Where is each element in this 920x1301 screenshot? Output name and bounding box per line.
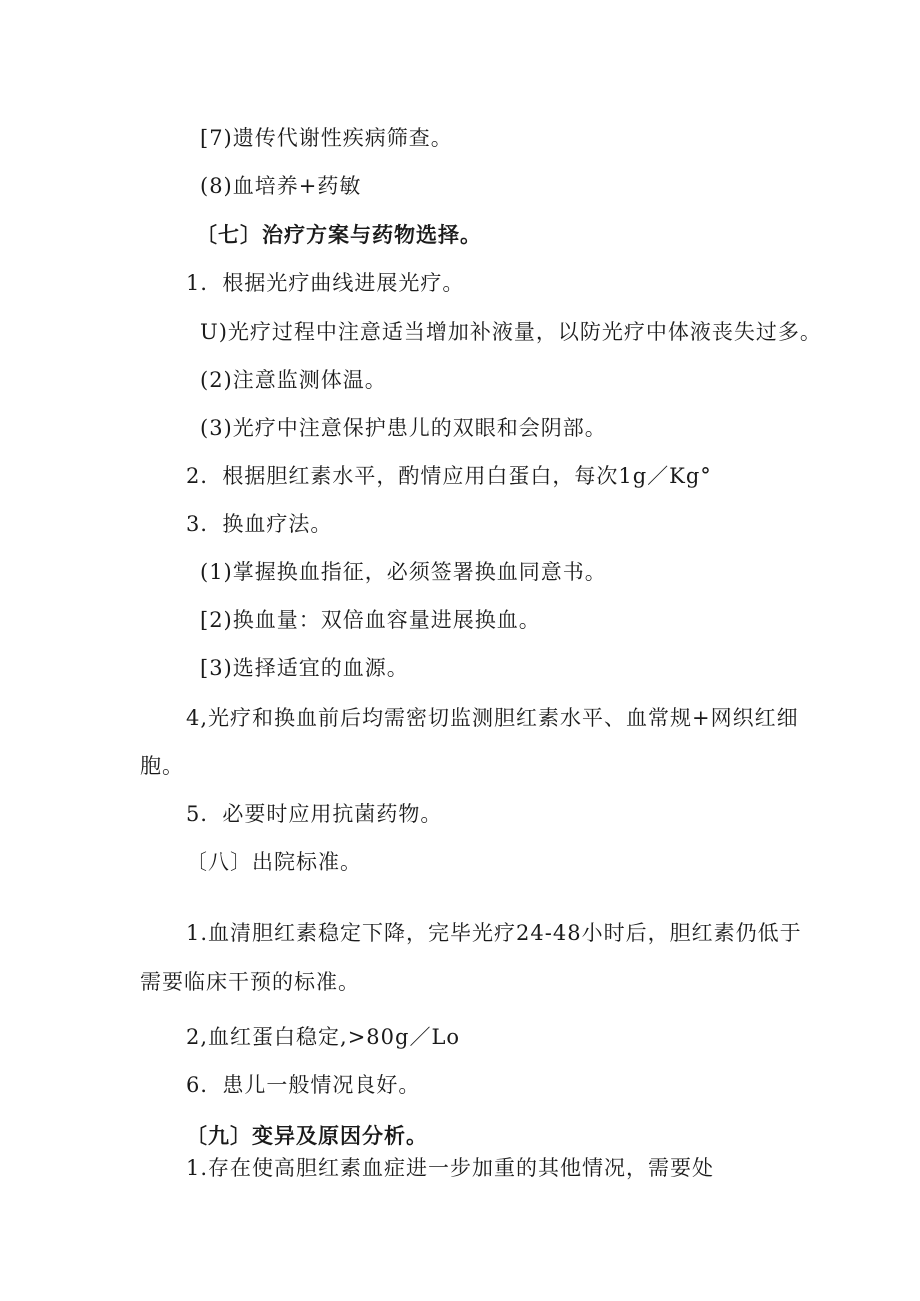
list-item-indications: (1)掌握换血指征，必须签署换血同意书。 (200, 560, 607, 584)
list-item-bilirubin-decline: 1.血清胆红素稳定下降，完毕光疗24-48小时后，胆红素仍低于 (186, 921, 802, 945)
list-item-eye-protection: (3)光疗中注意保护患儿的双眼和会阴部。 (200, 416, 607, 440)
list-item-bilirubin-decline-continued: 需要临床干预的标准。 (140, 970, 360, 994)
list-item-monitoring-continued: 胞。 (140, 754, 184, 778)
section-heading-treatment: 〔七〕治疗方案与药物选择。 (196, 222, 482, 247)
list-item-albumin: 2．根据胆红素水平，酌情应用白蛋白，每次1g／Kg° (186, 464, 712, 488)
list-item-antibiotics: 5．必要时应用抗菌药物。 (186, 802, 443, 826)
list-item-fluid-intake: U)光疗过程中注意适当增加补液量，以防光疗中体液丧失过多。 (200, 320, 822, 344)
list-item-volume: [2)换血量：双倍血容量进展换血。 (200, 608, 541, 632)
list-item-aggravating-conditions: 1.存在使高胆红素血症进一步加重的其他情况，需要处 (186, 1156, 715, 1180)
list-item-general-condition: 6．患儿一般情况良好。 (186, 1073, 421, 1097)
list-item-temperature: (2)注意监测体温。 (200, 368, 387, 392)
list-item-blood-culture: (8)血培养+药敏 (200, 174, 362, 198)
list-item-hemoglobin: 2,血红蛋白稳定,>80g／Lo (186, 1025, 461, 1049)
list-item-genetic-screening: [7)遗传代谢性疾病筛查。 (200, 126, 453, 150)
list-item-blood-source: [3)选择适宜的血源。 (200, 656, 409, 680)
section-heading-discharge: 〔八〕出院标准。 (186, 850, 362, 874)
list-item-monitoring: 4,光疗和换血前后均需密切监测胆红素水平、血常规+网织红细 (186, 706, 799, 730)
section-heading-variation: 〔九〕变异及原因分析。 (186, 1123, 428, 1148)
list-item-exchange-transfusion: 3．换血疗法。 (186, 512, 333, 536)
list-item-phototherapy: 1．根据光疗曲线进展光疗。 (186, 271, 465, 295)
